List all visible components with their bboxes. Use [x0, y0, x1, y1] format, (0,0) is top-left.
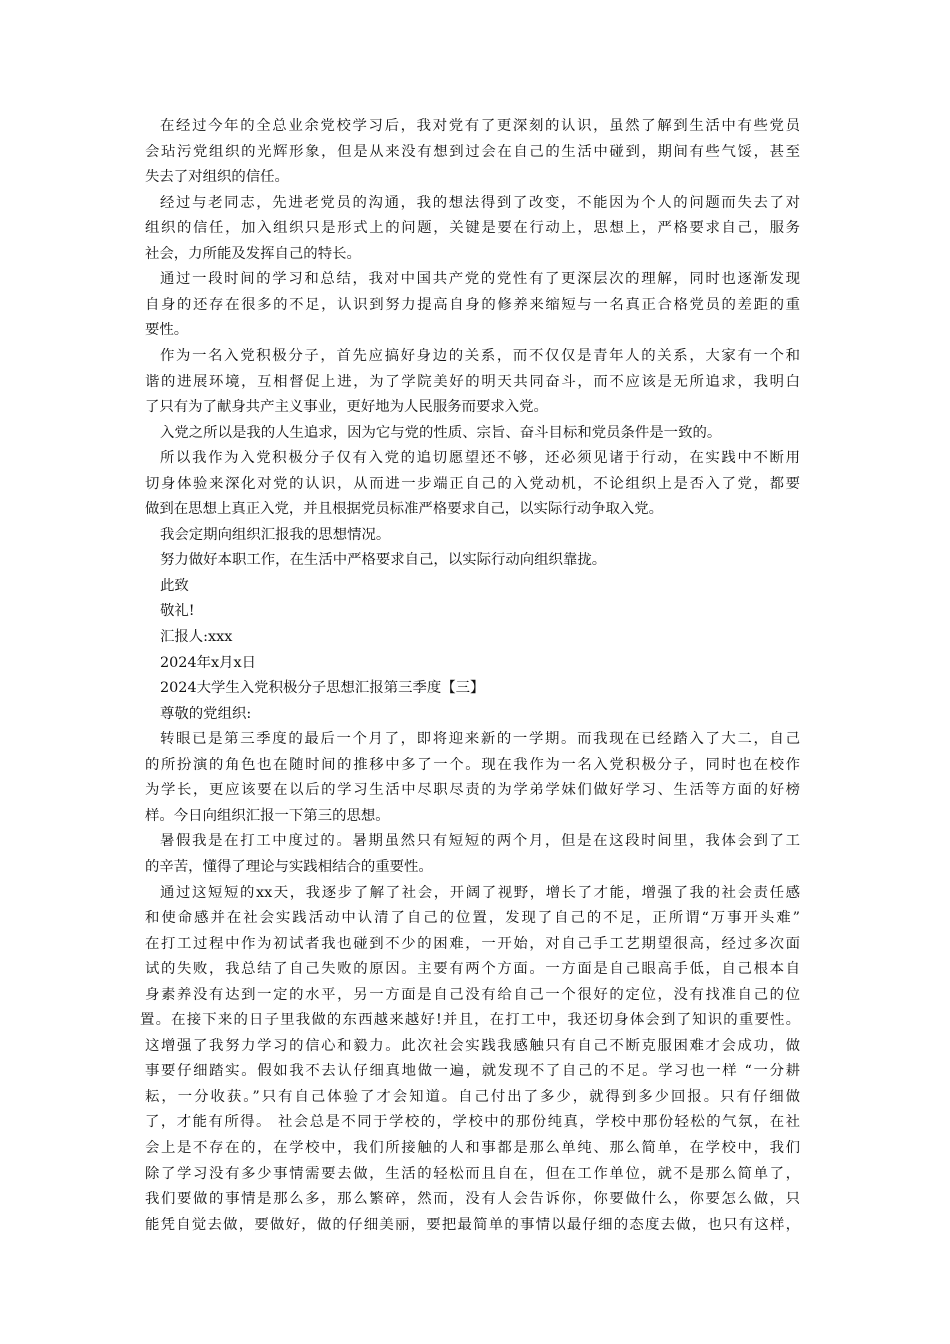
- text-line: 在打工过程中作为初试者我也碰到不少的困难，一开始，对自己手工艺期望很高，经过多次面: [145, 935, 800, 952]
- text-line: 和使命感并在社会实践活动中认清了自己的位置，发现了自己的不足，正所谓“万事开头难”: [145, 910, 800, 927]
- text-line: 入党之所以是我的人生追求，因为它与党的性质、宗旨、奋斗目标和党员条件是一致的。: [160, 424, 722, 441]
- text-line: 努力做好本职工作，在生活中严格要求自己，以实际行动向组织靠拢。: [160, 552, 607, 569]
- text-line: 我们要做的事情是那么多，那么繁碎，然而，没有人会告诉你，你要做什么，你要怎么做，只: [145, 1191, 800, 1208]
- text-line: 所以我作为入党积极分子仅有入党的追切愿望还不够，还必须见诸于行动，在实践中不断用: [160, 450, 800, 467]
- text-line: 事要仔细踏实。假如我不去认仔细真地做一遍，就发现不了自己的不足。学习也一样 “一分耕: [145, 1063, 800, 1080]
- text-line: 汇报人:xxx: [160, 629, 233, 645]
- text-line: 会玷污党组织的光辉形象，但是从来没有想到过会在自己的生活中碰到，期间有些气馁，甚至: [145, 143, 800, 160]
- text-line: 为学长，更应该要在以后的学习生活中尽职尽责的为学弟学妹们做好学习、生活等方面的好榜: [145, 782, 800, 799]
- text-line: 我会定期向组织汇报我的思想情况。: [160, 526, 391, 543]
- text-line: 作为一名入党积极分子，首先应搞好身边的关系，而不仅仅是青年人的关系，大家有一个和: [160, 347, 800, 364]
- text-line: 通过这短短的xx天，我逐步了解了社会，开阔了视野，增长了才能，增强了我的社会责任感: [160, 884, 800, 901]
- text-line: 自身的还存在很多的不足，认识到努力提高自身的修养来缩短与一名真正合格党员的差距的重: [145, 296, 800, 313]
- text-line: 暑假我是在打工中度过的。暑期虽然只有短短的两个月，但是在这段时间里，我体会到了工: [160, 833, 800, 850]
- text-line: 在经过今年的全总业余党校学习后，我对党有了更深刻的认识，虽然了解到生活中有些党员: [160, 118, 800, 134]
- text-line: 能凭自觉去做，要做好，做的仔细美丽，要把最简单的事情以最仔细的态度去做，也只有这样，: [145, 1216, 800, 1233]
- text-line: 2024年x月x日: [160, 654, 257, 671]
- text-line: 会上是不存在的，在学校中，我们所接触的人和事都是那么单纯、那么简单，在学校中，我们: [145, 1140, 800, 1156]
- text-line: 失去了对组织的信任。: [145, 169, 289, 186]
- text-line: 样。今日向组织汇报一下第三的思想。: [145, 807, 390, 824]
- text-line: 要性。: [145, 322, 189, 339]
- text-line: 除了学习没有多少事情需要去做，生活的轻松而且自在，但在工作单位，就不是那么简单了，: [145, 1165, 800, 1182]
- text-line: 社会，力所能及发挥自己的特长。: [145, 245, 361, 262]
- text-line: 经过与老同志，先进老党员的沟通，我的想法得到了改变，不能因为个人的问题而失去了对: [160, 194, 800, 211]
- text-line: 这增强了我努力学习的信心和毅力。此次社会实践我感触只有自己不断克服困难才会成功，做: [145, 1037, 800, 1054]
- text-line: 转眼已是第三季度的最后一个月了，即将迎来新的一学期。而我现在已经踏入了大二，自己: [160, 731, 800, 748]
- text-line: 了，才能有所得。 社会总是不同于学校的，学校中的那份纯真，学校中那份轻松的气氛，在社: [145, 1114, 800, 1131]
- text-line: 组织的信任，加入组织只是形式上的问题，关键是要在行动上，思想上，严格要求自己，服务: [145, 220, 800, 237]
- text-line: 做到在思想上真正入党，并且根据党员标准严格要求自己，以实际行动争取入党。: [145, 501, 664, 518]
- text-line: 切身体验来深化对党的认识，从而进一步端正自己的入党动机，不论组织上是否入了党，都要: [145, 475, 800, 492]
- text-line: 的辛苦，懂得了理论与实践相结合的重要性。: [145, 858, 433, 875]
- text-line: 尊敬的党组织:: [160, 705, 252, 722]
- text-line: 谐的进展环境，互相督促上进，为了学院美好的明天共同奋斗，而不应该是无所追求，我明白: [145, 373, 800, 390]
- text-line: 耘，一分收获。”只有自己体验了才会知道。自己付出了多少，就得到多少回报。只有仔细做: [145, 1088, 800, 1105]
- text-line: 2024大学生入党积极分子思想汇报第三季度【三】: [160, 680, 485, 697]
- text-line: 的所扮演的角色也在随时间的推移中多了一个。现在我作为一名入党积极分子，同时也在校作: [145, 756, 800, 773]
- text-line: 了只有为了献身共产主义事业，更好地为人民服务而要求入党。: [145, 399, 548, 416]
- text-line: 此致: [160, 577, 189, 594]
- text-line: 置。在接下来的日子里我做的东西越来越好!并且，在打工中，我还切身体会到了知识的重要性。: [140, 1012, 800, 1029]
- text-line: 身素养没有达到一定的水平，另一方面是自己没有给自己一个很好的定位，没有找准自己的位: [145, 986, 800, 1003]
- text-line: 试的失败，我总结了自己失败的原因。主要有两个方面。一方面是自己眼高手低，自己根本自: [145, 961, 800, 978]
- text-line: 敬礼!: [160, 603, 195, 620]
- text-line: 通过一段时间的学习和总结，我对中国共产党的党性有了更深层次的理解，同时也逐渐发现: [160, 271, 800, 288]
